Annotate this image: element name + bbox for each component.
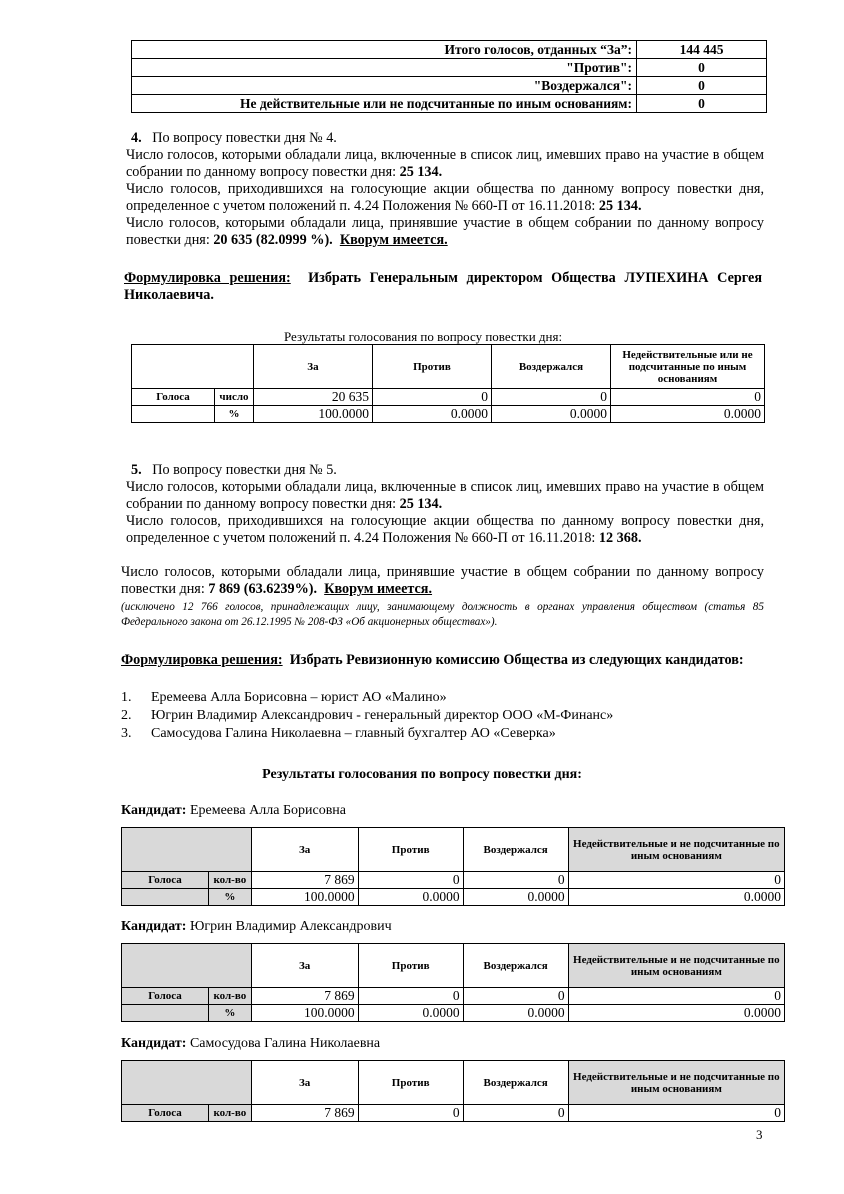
summary-value: 0 xyxy=(637,77,767,95)
summary-row xyxy=(132,95,767,113)
count-invalid: 0 xyxy=(610,389,764,406)
count-against: 0 xyxy=(358,988,463,1005)
header-abstain: Воздержался xyxy=(463,944,568,988)
header-for: За xyxy=(253,345,372,389)
row-label-votes: Голоса xyxy=(122,872,209,889)
q4-p1-text: Число голосов, которыми обладали лица, включенные в список лиц, имевших право на участие в общем собрании по данному вопросу повестки дня: xyxy=(126,147,764,180)
header-against: Против xyxy=(358,1061,463,1105)
candidate-name: Югрин Владимир Александрович xyxy=(189,919,392,934)
header-abstain: Воздержался xyxy=(463,828,568,872)
page-number: 3 xyxy=(756,1127,763,1142)
q5-p2-text: Число голосов, приходившихся на голосующие акции общества по данному вопросу повестки дня, определенное с учетом положений п. 4.24 Положения № 660-П от 16.11.2018: xyxy=(126,513,764,546)
count-abstain: 0 xyxy=(463,988,568,1005)
list-text: Еремеева Алла Борисовна – юрист АО «Малино» xyxy=(151,690,447,705)
pct-invalid: 0.0000 xyxy=(568,889,784,906)
count-invalid: 0 xyxy=(568,1105,784,1122)
header-empty-cell xyxy=(122,1061,252,1105)
summary-row xyxy=(132,41,767,59)
pct-invalid: 0.0000 xyxy=(568,1005,784,1022)
pct-abstain: 0.0000 xyxy=(463,1005,568,1022)
pct-abstain: 0.0000 xyxy=(463,889,568,906)
list-item xyxy=(121,707,613,725)
count-against: 0 xyxy=(358,872,463,889)
q5-p2-value: 12 368. xyxy=(598,530,642,546)
q5-section xyxy=(126,462,764,547)
table-header-row xyxy=(122,1061,785,1105)
table-row xyxy=(122,988,785,1005)
q5-results-title: Результаты голосования по вопросу повестки дня: xyxy=(262,767,582,782)
header-invalid: Недействительные и не подсчитанные по иным основаниям xyxy=(568,944,784,988)
summary-row xyxy=(132,77,767,95)
empty-cell xyxy=(132,406,215,423)
header-invalid: Недействительные и не подсчитанные по иным основаниям xyxy=(568,828,784,872)
q5-p3-value: 7 869 (63.6239%). xyxy=(208,581,318,597)
table-row xyxy=(122,872,785,889)
q5-number: 5. xyxy=(131,462,142,478)
count-for: 7 869 xyxy=(251,988,358,1005)
q4-paragraph-2 xyxy=(126,181,764,215)
table-header-row xyxy=(122,828,785,872)
summary-label: Не действительные или не подсчитанные по иным основаниям: xyxy=(132,95,637,113)
candidate-results-table xyxy=(121,1060,785,1122)
count-abstain: 0 xyxy=(491,389,610,406)
row-label-count: кол-во xyxy=(209,1105,252,1122)
header-abstain: Воздержался xyxy=(463,1061,568,1105)
row-label-count: кол-во xyxy=(209,872,252,889)
q4-p1-value: 25 134. xyxy=(399,164,443,180)
pct-for: 100.0000 xyxy=(253,406,372,423)
q4-section xyxy=(126,130,764,249)
vote-summary-table xyxy=(131,40,767,113)
table-row xyxy=(122,1105,785,1122)
count-invalid: 0 xyxy=(568,872,784,889)
q5-p1-value: 25 134. xyxy=(399,496,443,512)
pct-against: 0.0000 xyxy=(372,406,491,423)
header-against: Против xyxy=(372,345,491,389)
header-against: Против xyxy=(358,944,463,988)
empty-cell xyxy=(122,889,209,906)
q5-decision-text: Избрать Ревизионную комиссию Общества из следующих кандидатов: xyxy=(289,652,744,668)
row-label-votes: Голоса xyxy=(132,389,215,406)
header-against: Против xyxy=(358,828,463,872)
table-row xyxy=(132,389,765,406)
header-empty-cell xyxy=(122,828,252,872)
row-label-count: число xyxy=(215,389,254,406)
candidate-results-table xyxy=(121,827,785,906)
count-against: 0 xyxy=(358,1105,463,1122)
empty-cell xyxy=(122,1005,209,1022)
count-abstain: 0 xyxy=(463,1105,568,1122)
q4-p3-text: Число голосов, которыми обладали лица, принявшие участие в общем собрании по данному вопросу повестки дня: xyxy=(126,215,764,248)
candidate-heading xyxy=(121,803,346,819)
q4-paragraph-1 xyxy=(126,147,764,181)
table-header-row xyxy=(122,944,785,988)
count-for: 20 635 xyxy=(253,389,372,406)
q4-heading xyxy=(126,130,764,147)
count-invalid: 0 xyxy=(568,988,784,1005)
q4-p2-text: Число голосов, приходившихся на голосующие акции общества по данному вопросу повестки дня, определенное с учетом положений п. 4.24 Положения № 660-П от 16.11.2018: xyxy=(126,181,764,214)
q5-decision xyxy=(121,652,764,669)
q5-paragraph-3 xyxy=(121,564,764,598)
q5-heading xyxy=(126,462,764,479)
q4-number: 4. xyxy=(131,130,142,146)
table-row xyxy=(132,406,765,423)
pct-for: 100.0000 xyxy=(251,889,358,906)
count-for: 7 869 xyxy=(251,872,358,889)
summary-label: Итого голосов, отданных “За”: xyxy=(132,41,637,59)
q5-p1-text: Число голосов, которыми обладали лица, включенные в список лиц, имевших право на участие в общем собрании по данному вопросу повестки дня: xyxy=(126,479,764,512)
header-abstain: Воздержался xyxy=(491,345,610,389)
candidate-label: Кандидат: xyxy=(121,803,187,818)
candidate-name: Еремеева Алла Борисовна xyxy=(189,803,347,818)
table-header-row xyxy=(132,345,765,389)
candidate-heading xyxy=(121,919,392,935)
q5-quorum: Кворум имеется. xyxy=(324,581,433,597)
summary-value: 0 xyxy=(637,59,767,77)
candidate-heading xyxy=(121,1036,380,1052)
header-for: За xyxy=(251,1061,358,1105)
list-number: 1. xyxy=(121,690,132,705)
list-text: Югрин Владимир Александрович - генеральный директор ООО «М-Финанс» xyxy=(151,708,614,723)
q5-note: (исключено 12 766 голосов, принадлежащих лицу, занимающему должность в органах управления обществом (статья 85 Федерального закона от 26.12.1995 № 208-ФЗ «Об акционерных обществах»). xyxy=(121,601,764,628)
table-row xyxy=(122,889,785,906)
list-number: 2. xyxy=(121,708,132,723)
q4-p2-value: 25 134. xyxy=(598,198,642,214)
summary-row xyxy=(132,59,767,77)
row-label-votes: Голоса xyxy=(122,988,209,1005)
q5-decision-label: Формулировка решения: xyxy=(121,652,283,668)
header-for: За xyxy=(251,944,358,988)
candidate-label: Кандидат: xyxy=(121,1036,187,1051)
pct-against: 0.0000 xyxy=(358,889,463,906)
header-empty-cell xyxy=(122,944,252,988)
q4-paragraph-3 xyxy=(126,215,764,249)
count-against: 0 xyxy=(372,389,491,406)
q4-quorum: Кворум имеется. xyxy=(339,232,448,248)
q4-decision-text: Избрать Генеральным директором Общества ЛУПЕХИНА Сергея Николаевича. xyxy=(124,270,762,303)
count-for: 7 869 xyxy=(251,1105,358,1122)
q4-p3-value: 20 635 (82.0999 %). xyxy=(213,232,333,248)
q5-paragraph-1 xyxy=(126,479,764,513)
q4-results-table xyxy=(131,344,765,423)
row-label-percent: % xyxy=(215,406,254,423)
list-item xyxy=(121,689,613,707)
pct-against: 0.0000 xyxy=(358,1005,463,1022)
q4-title: По вопросу повестки дня № 4. xyxy=(152,130,337,146)
count-abstain: 0 xyxy=(463,872,568,889)
q5-paragraph-2 xyxy=(126,513,764,547)
summary-label: "Воздержался": xyxy=(132,77,637,95)
q5-paragraph-3-block xyxy=(121,564,764,598)
pct-for: 100.0000 xyxy=(251,1005,358,1022)
list-text: Самосудова Галина Николаевна – главный бухгалтер АО «Северка» xyxy=(151,726,556,741)
header-invalid: Недействительные или не подсчитанные по иным основаниям xyxy=(610,345,764,389)
candidate-name: Самосудова Галина Николаевна xyxy=(189,1036,381,1051)
q5-title: По вопросу повестки дня № 5. xyxy=(152,462,337,478)
row-label-votes: Голоса xyxy=(122,1105,209,1122)
row-label-count: кол-во xyxy=(209,988,252,1005)
q5-p3-text: Число голосов, которыми обладали лица, принявшие участие в общем собрании по данному вопросу повестки дня: xyxy=(121,564,764,597)
candidates-list xyxy=(121,689,613,743)
table-row xyxy=(122,1005,785,1022)
q4-decision-label: Формулировка решения: xyxy=(124,270,291,286)
list-item xyxy=(121,725,613,743)
q4-decision xyxy=(124,270,762,304)
header-empty-cell xyxy=(132,345,254,389)
summary-value: 144 445 xyxy=(637,41,767,59)
row-label-percent: % xyxy=(209,1005,252,1022)
summary-value: 0 xyxy=(637,95,767,113)
q4-table-caption: Результаты голосования по вопросу повестки дня: xyxy=(284,329,563,344)
header-for: За xyxy=(251,828,358,872)
candidate-label: Кандидат: xyxy=(121,919,187,934)
candidate-results-table xyxy=(121,943,785,1022)
pct-invalid: 0.0000 xyxy=(610,406,764,423)
row-label-percent: % xyxy=(209,889,252,906)
pct-abstain: 0.0000 xyxy=(491,406,610,423)
header-invalid: Недействительные и не подсчитанные по иным основаниям xyxy=(568,1061,784,1105)
list-number: 3. xyxy=(121,726,132,741)
summary-label: "Против": xyxy=(132,59,637,77)
